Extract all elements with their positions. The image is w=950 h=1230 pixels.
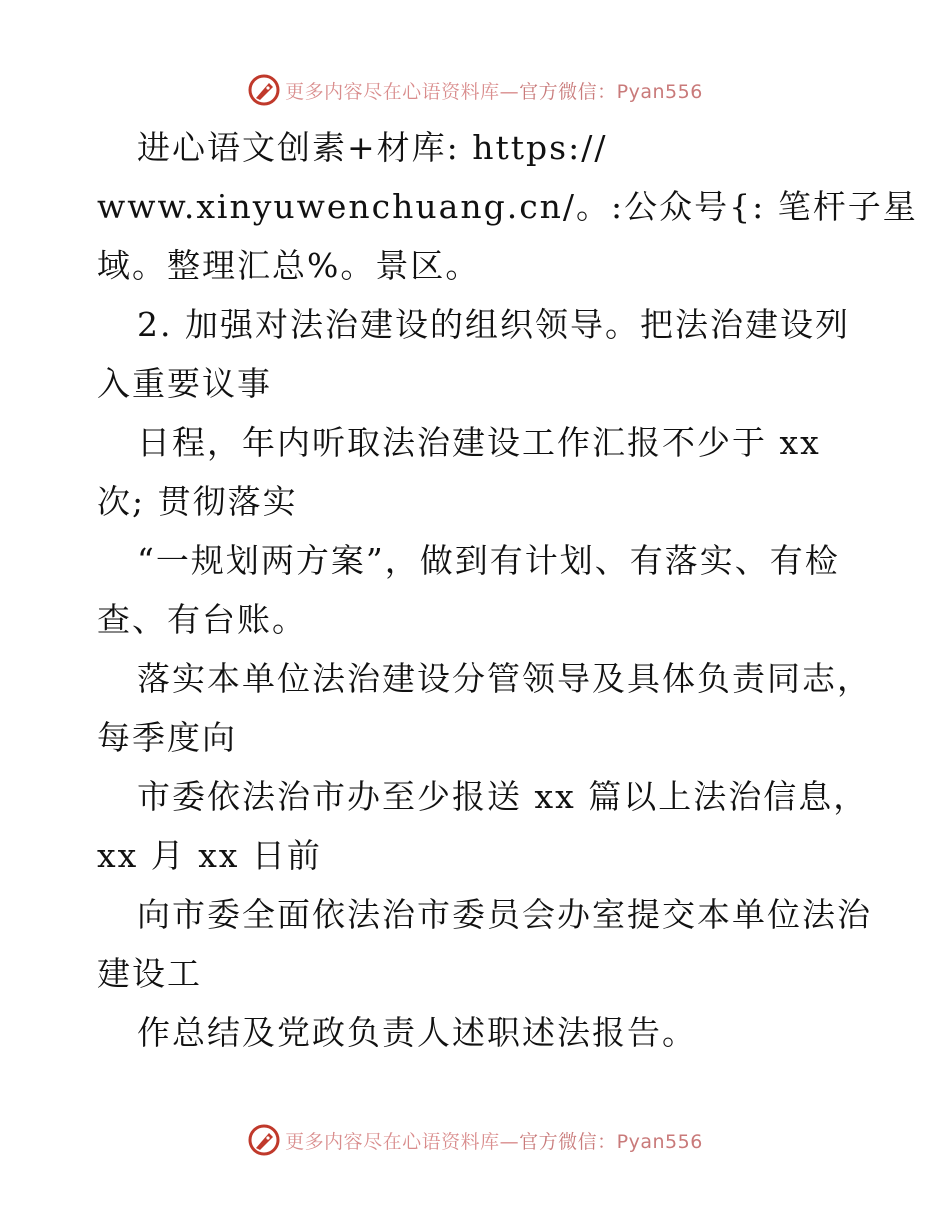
text-line: “一规划两方案”，做到有计划、有落实、有检 [137,541,840,580]
banner-promo: 更多内容尽在心语资料库 [285,80,500,103]
text-line: 2. 加强对法治建设的组织领导。把法治建设列 [137,305,850,344]
banner-dash: — [499,1130,520,1153]
footer-banner [0,1120,950,1160]
text-line: 落实本单位法治建设分管领导及具体负责同志， [137,659,872,698]
banner-text [285,1127,703,1154]
text-line: 市委依法治市办至少报送 xx 篇以上法治信息， [137,777,869,816]
banner-wechat: 官方微信：Pyan556 [519,80,703,103]
text-line: 入重要议事 [97,364,272,403]
text-line: 向市委全面依法治市委员会办室提交本单位法治 [137,895,872,934]
banner-promo: 更多内容尽在心语资料库 [285,1130,500,1153]
banner-wechat: 官方微信：Pyan556 [519,1130,703,1153]
text-line: 每季度向 [97,718,237,757]
text-line: 作总结及党政负责人述职述法报告。 [137,1013,697,1052]
banner-dash: — [499,80,520,103]
text-line: 查、有台账。 [97,600,307,639]
pen-nib-logo-icon [247,73,281,107]
document-body [97,118,918,1062]
text-line: www.xinyuwenchuang.cn/。:公众号{: 笔杆子星 [97,187,918,226]
text-line: 域。整理汇总%。景区。 [97,246,481,285]
text-line: 日程，年内听取法治建设工作汇报不少于 xx [137,423,821,462]
text-line: xx 月 xx 日前 [97,836,322,875]
text-line: 进心语文创素+材库: https:// [137,128,608,167]
text-line: 次; 贯彻落实 [97,482,298,521]
text-line: 建设工 [97,954,202,993]
banner-text [285,77,703,104]
header-banner [0,70,950,110]
pen-nib-logo-icon [247,1123,281,1157]
